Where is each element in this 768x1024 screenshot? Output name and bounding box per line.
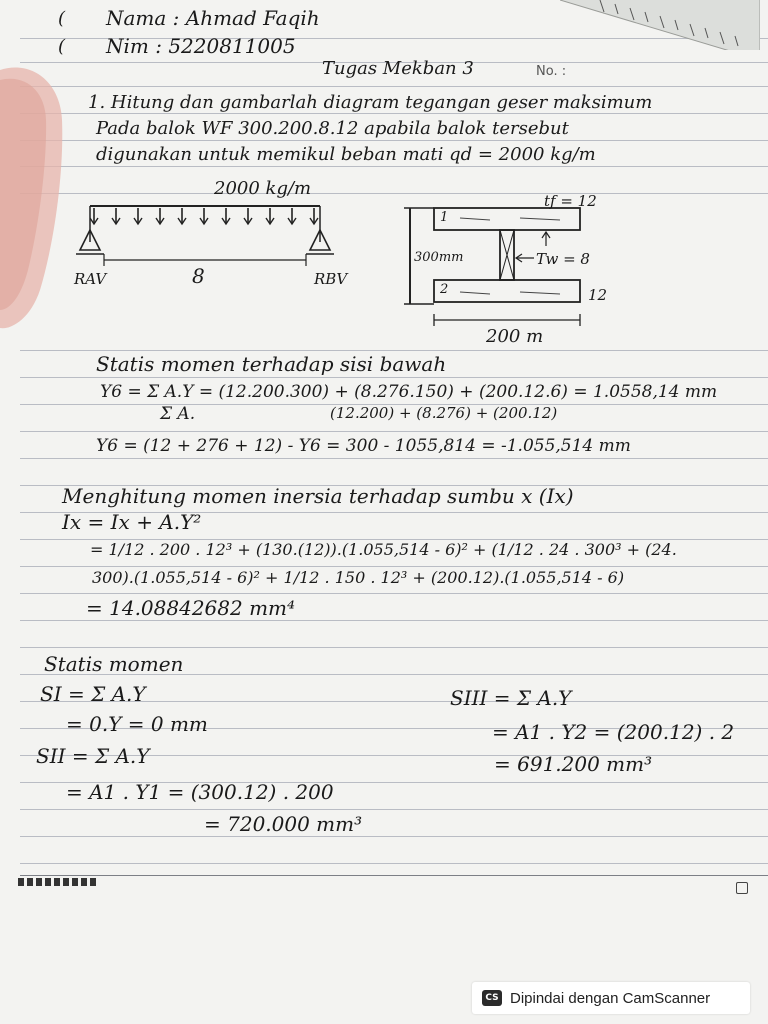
equation-line: = A1 . Y2 = (200.12) . 2 (492, 720, 735, 744)
equation-line: (12.200) + (8.276) + (200.12) (330, 404, 558, 422)
ruled-line (20, 836, 768, 837)
height-label: 300mm (414, 250, 464, 265)
ruled-line (20, 140, 768, 141)
question-line: digunakan untuk memikul beban mati qd = 2000 kg/m (96, 144, 596, 165)
equation-line: Σ A. (160, 404, 196, 424)
ruled-line (20, 593, 768, 594)
ruled-line (20, 875, 768, 876)
scanner-watermark (472, 982, 750, 1014)
corner-mark (736, 882, 748, 894)
page-title: Tugas Mekban 3 (322, 58, 474, 79)
equation-line: = 720.000 mm³ (204, 812, 363, 836)
equation-line: = 14.08842682 mm⁴ (86, 596, 296, 620)
equation-line: Y6 = (12 + 276 + 12) - Y6 = 300 - 1055,814 = -1.055,514 mm (96, 436, 631, 456)
left-support-label: RAV (74, 270, 107, 288)
notebook-mark (18, 878, 98, 886)
load-label: 2000 kg/m (214, 178, 312, 199)
ruled-line (20, 166, 768, 167)
bracket-mark: ( (58, 8, 66, 29)
equation-line: = 1/12 . 200 . 12³ + (130.(12)).(1.055,514 - 6)² + (1/12 . 24 . 300³ + (24. (90, 540, 677, 559)
ruled-line (20, 113, 768, 114)
no-label: No. : (536, 64, 567, 79)
equation-line: SII = Σ A.Y (36, 744, 150, 768)
right-support-label: RBV (314, 270, 348, 288)
section-heading: Statis momen terhadap sisi bawah (96, 352, 447, 376)
ruled-line (20, 863, 768, 864)
student-name: Nama : Ahmad Faqih (106, 6, 320, 30)
scanner-text: Dipindai dengan CamScanner (510, 989, 711, 1007)
equation-line: = A1 . Y1 = (300.12) . 200 (66, 780, 334, 804)
ruled-line (20, 620, 768, 621)
bottom-flange-label: 12 (588, 286, 608, 304)
ruled-line (20, 431, 768, 432)
ruled-line (20, 809, 768, 810)
flange-thickness-label: tf = 12 (544, 192, 597, 210)
finger-image (0, 60, 70, 330)
student-id: Nim : 5220811005 (106, 34, 296, 58)
question-line: 1. Hitung dan gambarlah diagram tegangan geser maksimum (88, 92, 653, 113)
equation-line: 300).(1.055,514 - 6)² + 1/12 . 150 . 12³ + (200.12).(1.055,514 - 6) (92, 568, 625, 587)
ruled-line (20, 86, 768, 87)
camscanner-logo-icon: CS (482, 990, 502, 1006)
span-label: 8 (192, 264, 205, 288)
ruled-line (20, 350, 768, 351)
equation-line: Ix = Ix + A.Y² (62, 510, 202, 534)
ruled-line (20, 566, 768, 567)
ruled-line (20, 458, 768, 459)
bracket-mark: ( (58, 36, 66, 57)
section-heading: Statis momen (44, 652, 184, 676)
ruled-line (20, 647, 768, 648)
part-1-label: 1 (440, 210, 449, 225)
web-thickness-label: Tw = 8 (536, 250, 590, 268)
equation-line: Y6 = Σ A.Y = (12.200.300) + (8.276.150) + (200.12.6) = 1.0558,14 mm (100, 382, 718, 402)
wf-section-diagram (400, 196, 620, 346)
ruler-image (560, 0, 760, 50)
question-line: Pada balok WF 300.200.8.12 apabila balok tersebut (96, 118, 569, 139)
part-2-label: 2 (440, 282, 449, 297)
section-heading: Menghitung momen inersia terhadap sumbu x (Ix) (62, 484, 574, 508)
equation-line: SI = Σ A.Y (40, 682, 146, 706)
ruled-line (20, 377, 768, 378)
equation-line: = 691.200 mm³ (494, 752, 653, 776)
equation-line: SIII = Σ A.Y (450, 686, 572, 710)
width-label: 200 m (486, 326, 544, 347)
equation-line: = 0.Y = 0 mm (66, 712, 208, 736)
